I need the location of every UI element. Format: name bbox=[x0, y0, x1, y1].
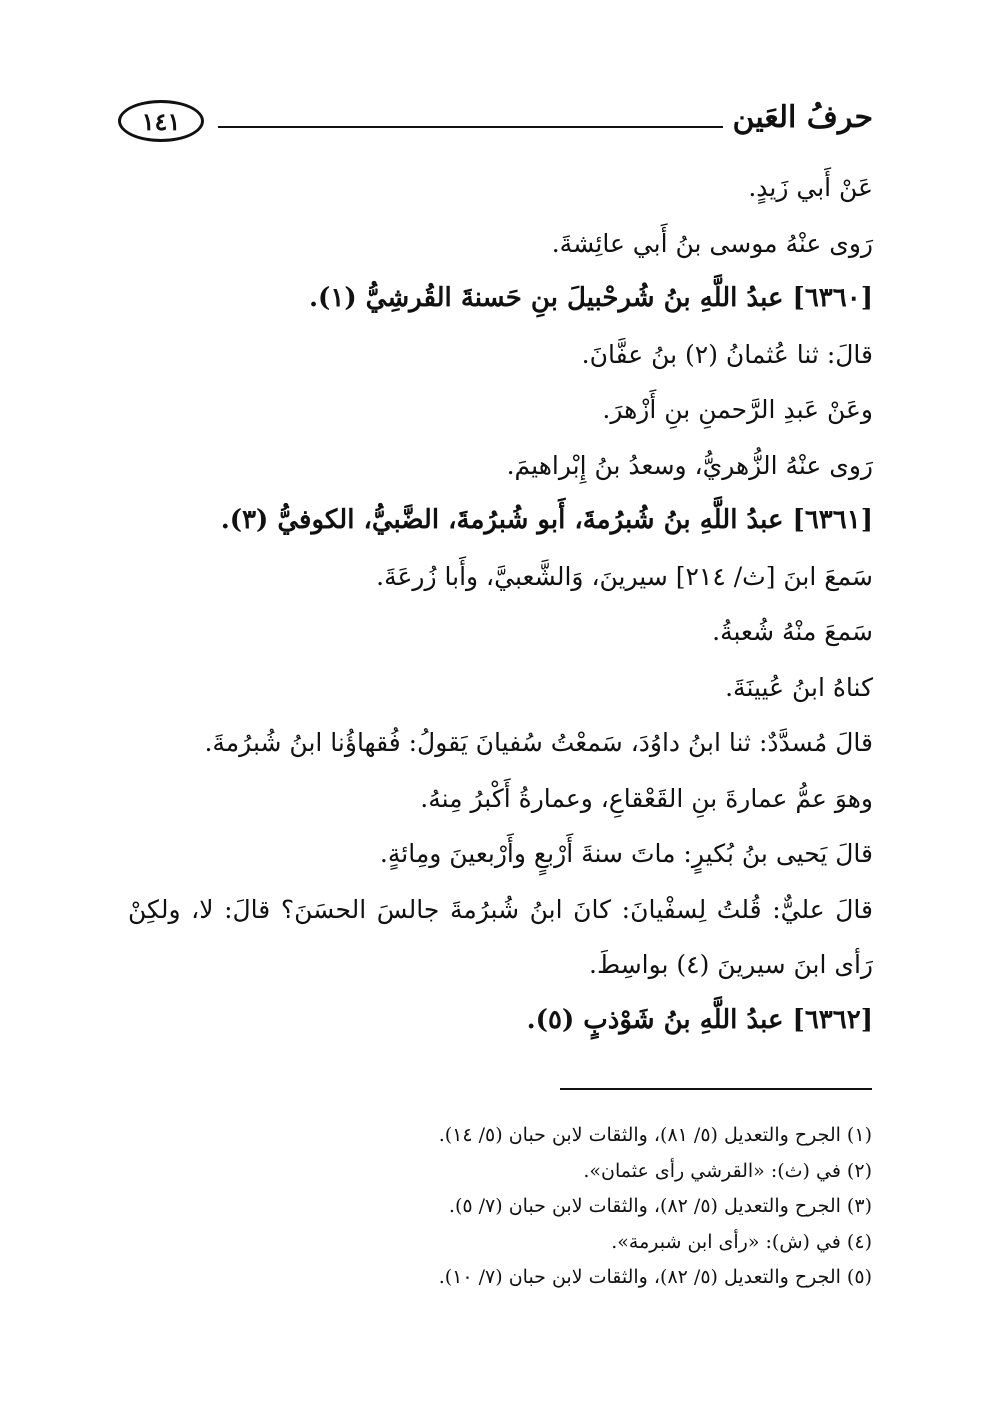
footnote: (٥) الجرح والتعديل (٥/ ٨٢)، والثقات لابن حبان (٧/ ١٠). bbox=[438, 1266, 872, 1288]
footnote: (١) الجرح والتعديل (٥/ ٨١)، والثقات لابن حبان (٥/ ١٤). bbox=[438, 1124, 872, 1146]
text-line: رَوى عنْهُ الزُّهريُّ، وسعدُ بنُ إِبْراهيمَ. bbox=[506, 450, 873, 480]
page-number: ١٤١ bbox=[118, 100, 204, 142]
header-rule bbox=[218, 126, 723, 128]
text-line: رَأى ابنَ سيرينَ (٤) بواسِطَ. bbox=[589, 950, 873, 979]
text-line: قالَ يَحيى بنُ بُكيرٍ: ماتَ سنةَ أَرْبعٍ وأَرْبعينَ ومِائةٍ. bbox=[379, 839, 873, 868]
text-line: عَنْ أَبي زَيدٍ. bbox=[748, 173, 873, 202]
text-line: سَمعَ ابنَ [ث/ ٢١٤] سيرينَ، وَالشَّعبيَّ، وأَبا زُرعَةَ. bbox=[376, 561, 873, 591]
footnote: (٢) في (ث): «القرشي رأى عثمان». bbox=[583, 1159, 872, 1182]
text-line: كناهُ ابنُ عُيينَةَ. bbox=[725, 672, 873, 702]
footnotes bbox=[300, 1118, 872, 1296]
text-line: وهوَ عمُّ عمارةَ بنِ القَعْقاعِ، وعمارةُ أَكْبرُ مِنهُ. bbox=[420, 783, 873, 813]
text-line: قالَ مُسدَّدٌ: ثنا ابنُ داوُدَ، سَمعْتُ سُفيانَ يَقولُ: فُقهاؤُنا ابنُ شُبرُمةَ. bbox=[204, 728, 873, 757]
text-line: قالَ: ثنا عُثمانُ (٢) بنُ عفَّانَ. bbox=[581, 339, 873, 369]
text-line: رَوى عنْهُ موسى بنُ أَبي عائِشةَ. bbox=[551, 228, 873, 258]
entry-heading: [٦٣٦٢] عبدُ اللَّهِ بنُ شَوْذبٍ (٥). bbox=[526, 1004, 873, 1035]
entry-heading: [٦٣٦٠] عبدُ اللَّهِ بنُ شُرحْبيلَ بنِ حَسنةَ القُرشِيُّ (١). bbox=[308, 283, 873, 313]
footnote-rule bbox=[560, 1088, 872, 1090]
running-title: حرفُ العَين bbox=[732, 100, 873, 135]
body-text bbox=[128, 160, 873, 1051]
text-line: وعَنْ عَبدِ الرَّحمنِ بنِ أَزْهرَ. bbox=[602, 395, 873, 424]
footnote: (٤) في (ش): «رأى ابن شبرمة». bbox=[611, 1230, 872, 1253]
entry-heading: [٦٣٦١] عبدُ اللَّهِ بنُ شُبرُمةَ، أَبو شُبرُمةَ، الضَّبيُّ، الكوفيُّ (٣). bbox=[220, 505, 873, 535]
page-header bbox=[118, 100, 873, 156]
footnote: (٣) الجرح والتعديل (٥/ ٨٢)، والثقات لابن حبان (٧/ ٥). bbox=[448, 1195, 872, 1217]
text-line: سَمعَ منْهُ شُعبةُ. bbox=[712, 617, 873, 646]
text-line: قالَ عليٌّ: قُلتُ لِسفْيانَ: كانَ ابنُ شُبرُمةَ جالسَ الحسَنَ؟ قالَ: لا، ولكِنْ bbox=[128, 894, 873, 924]
